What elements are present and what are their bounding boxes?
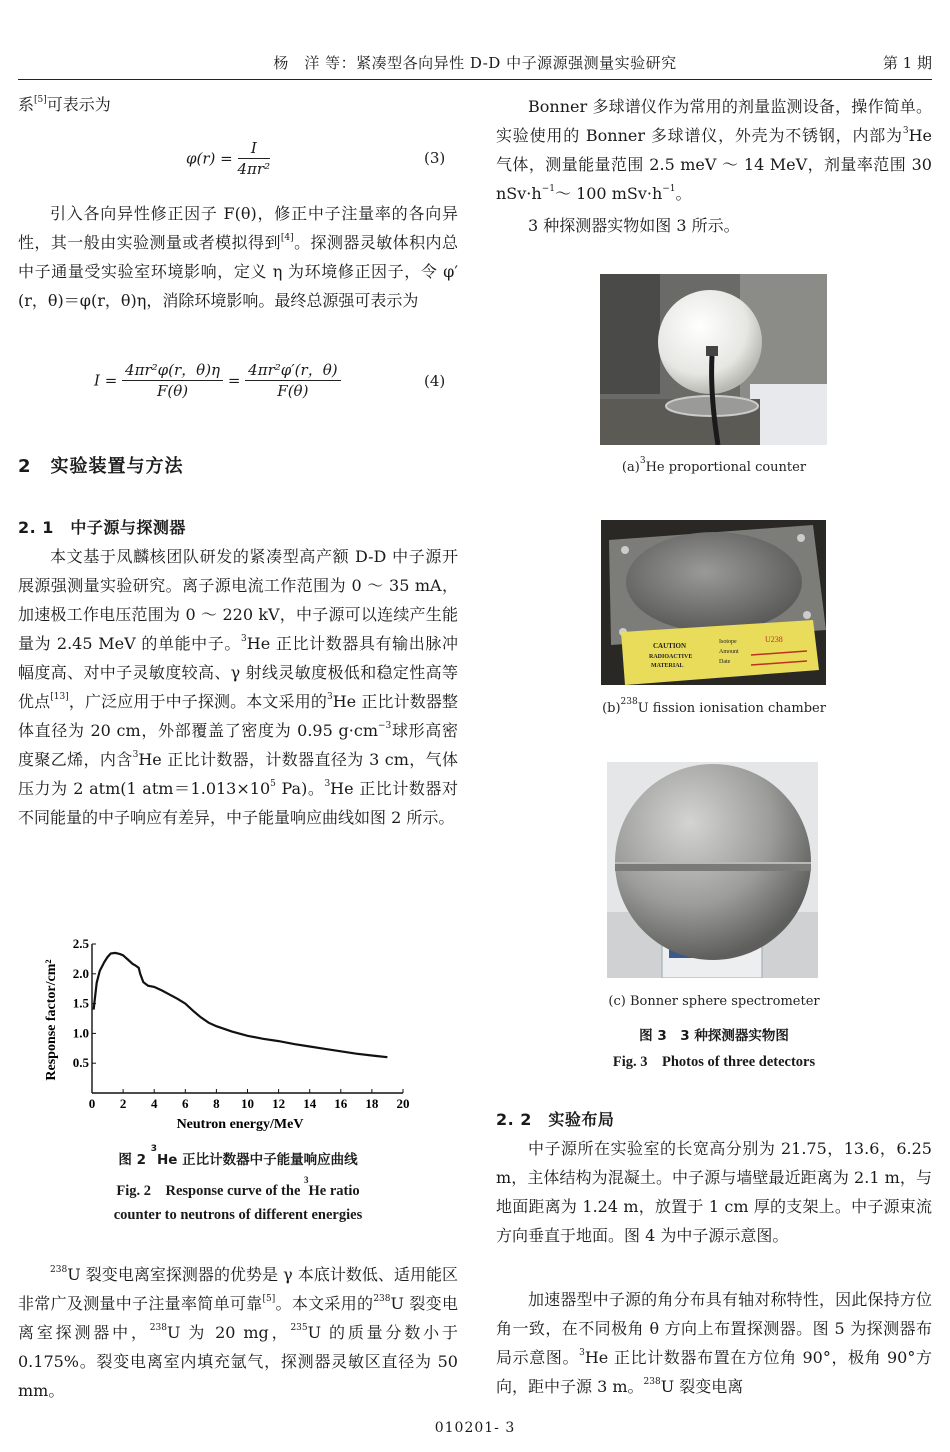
- superscript: 238: [373, 1294, 391, 1304]
- equation-3: [186, 138, 270, 179]
- page-header: [18, 50, 932, 80]
- section-2-1-heading: 2. 1 中子源与探测器: [18, 518, 186, 537]
- label-amount: Amount: [719, 649, 739, 655]
- y-tick-label: 2.0: [72, 965, 89, 981]
- eq3-lhs: φ(r) =: [186, 149, 233, 168]
- label-material: MATERIAL: [651, 663, 684, 669]
- x-tick-label: 18: [365, 1096, 379, 1111]
- x-tick-label: 20: [396, 1096, 410, 1111]
- superscript: 238: [643, 1377, 661, 1387]
- x-axis-label: Neutron energy/MeV: [176, 1117, 304, 1132]
- superscript: 3: [304, 1175, 309, 1185]
- x-tick-label: 12: [272, 1096, 286, 1111]
- figure-3-caption-cn: 图 3 3 种探测器实物图: [639, 1028, 789, 1044]
- r-para4-c: U 裂变电离: [660, 1377, 744, 1396]
- lead-text: 系: [18, 95, 35, 114]
- superscript: 238: [50, 1265, 68, 1275]
- para1-b: 。探测器灵敏体积内总中子通量受实验室环境影响，定义 η 为环境修正因子，令 φ′(r，θ)＝φ(r，θ)η，消除环境影响。最终总源强可表示为: [18, 233, 458, 310]
- lead-line: [18, 90, 458, 119]
- para2-h: He 正比计数器对不同能量的中子响应有差异，中子能量响应曲线如图 2 所示。: [18, 779, 458, 827]
- x-tick-label: 8: [213, 1096, 220, 1111]
- fission-chamber-illustration: [601, 520, 826, 685]
- paragraph-neutron-source: [18, 542, 458, 832]
- fig2-cn-text: He 正比计数器中子能量响应曲线: [156, 1152, 358, 1168]
- paragraph-fission-chamber: [18, 1260, 458, 1405]
- eq4-equals: =: [227, 371, 241, 390]
- para3-a: U 裂变电离室探测器的优势是 γ 本底计数低、适用能区非常广及测量中子注量率简单可靠: [18, 1265, 458, 1313]
- paragraph-bonner: [496, 92, 932, 208]
- superscript: 235: [290, 1323, 308, 1333]
- label-radioactive: RADIOACTIVE: [649, 654, 693, 660]
- eq4-denominator-1: F(θ): [156, 382, 189, 400]
- eq4-numerator-2: 4πr²φ′(r，θ): [245, 360, 340, 381]
- citation: [4]: [280, 233, 294, 243]
- page-number: 010201- 3: [434, 1420, 516, 1436]
- figure-3-caption-en: Fig. 3 Photos of three detectors: [612, 1054, 816, 1070]
- x-tick-label: 4: [150, 1096, 158, 1111]
- fig2-caption-en-1: [18, 1175, 458, 1200]
- para3-c: U 裂变电离室探测器中，: [18, 1294, 458, 1342]
- fig2-cn-prefix: 图 2: [118, 1152, 151, 1168]
- eq4-label: (4): [424, 372, 446, 390]
- superscript: 3: [241, 634, 247, 644]
- he3-counter-illustration: [600, 274, 827, 445]
- superscript: 3: [324, 779, 331, 789]
- eq3-denominator: 4πr²: [237, 160, 271, 178]
- issue-number: 第 1 期: [882, 54, 932, 72]
- r-para4-a: 加速器型中子源的角分布具有轴对称特性，因此保持方位角一致，在不同极角 θ 方向上布置探测器。图 5 为探测器布局示意图。: [496, 1290, 932, 1367]
- eq3-fraction: [238, 138, 271, 179]
- caption-a: [496, 456, 932, 475]
- cap-a-text: He proportional counter: [645, 460, 807, 475]
- r-para1-d: 。: [675, 184, 692, 203]
- para2-d: He 正比计数器整体直径为 20 cm，外部覆盖了密度为 0.95 g·cm: [18, 692, 458, 740]
- para3-d: U 为 20 mg，: [166, 1323, 291, 1342]
- para1-a: 引入各向异性修正因子 F(θ)，修正中子注量率的各向异性，其一般由实验测量或者模拟得到: [18, 204, 458, 252]
- citation: [13]: [50, 692, 69, 702]
- section-2-heading: 2 实验装置与方法: [18, 456, 184, 477]
- x-tick-label: 16: [334, 1096, 348, 1111]
- fig2-caption-cn: [18, 1144, 458, 1168]
- para2-e: 球形高密度聚乙烯，内含: [18, 721, 458, 769]
- photo-fission-chamber: [601, 520, 826, 685]
- superscript: 5: [270, 779, 276, 789]
- x-tick-label: 10: [241, 1096, 254, 1111]
- label-u238: U238: [765, 635, 783, 644]
- paragraph-laboratory: 中子源所在实验室的长宽高分别为 21.75，13.6，6.25 m，主体结构为混凝土。中子源与墙壁最近距离为 2.1 m，与地面距离为 1.24 m，放置于 1 cm 厚的支架上。中子源束流方向垂直于地面。图 4 为中子源示意图。: [496, 1139, 932, 1245]
- para3-b: 。本文采用的: [275, 1294, 374, 1313]
- label-isotope: Isotope: [719, 639, 737, 645]
- cap-b-text: U fission ionisation chamber: [637, 701, 826, 716]
- para3-e: U 的质量分数小于 0.175%。裂变电离室内填充氩气，探测器灵敏区直径为 50 mm。: [18, 1323, 458, 1400]
- label-caution: CAUTION: [653, 642, 687, 650]
- citation: [5]: [262, 1294, 276, 1304]
- eq4-fraction-1: [122, 360, 223, 401]
- para2-a: 本文基于凤麟核团队研发的紧凑型高产额 D-D 中子源开展源强测量实验研究。离子源电流工作范围为 0 ～ 35 mA，加速极工作电压范围为 0 ～ 220 kV，中子源可以连续产生能量为 2.45 MeV 的单能中子。: [18, 547, 458, 653]
- x-tick-label: 14: [303, 1096, 317, 1111]
- superscript: −3: [378, 721, 392, 731]
- paragraph-layout: [496, 1285, 932, 1401]
- running-title: 杨 洋 等：紧凑型各向异性 D-D 中子源源强测量实验研究: [273, 54, 677, 72]
- y-tick-label: 0.5: [72, 1055, 89, 1071]
- fig2-en-b: He ratio: [308, 1183, 360, 1199]
- cap-a-label: (a): [621, 460, 640, 475]
- superscript: 3: [132, 750, 139, 760]
- r-para4-b: He 正比计数器布置在方位角 90°，极角 90°方向，距中子源 3 m。: [496, 1348, 932, 1396]
- lead-tail: 可表示为: [46, 95, 111, 114]
- paragraph-anisotropy: [18, 199, 458, 315]
- bonner-sphere-illustration: [607, 762, 818, 978]
- r-para1-a: Bonner 多球谱仪作为常用的剂量监测设备，操作简单。实验使用的 Bonner 多球谱仪，外壳为不锈钢，内部为: [496, 97, 932, 145]
- x-tick-label: 6: [182, 1096, 189, 1111]
- response-curve-line: [94, 953, 388, 1057]
- citation: [5]: [34, 95, 47, 105]
- superscript: −1: [541, 184, 555, 194]
- superscript: 3: [579, 1348, 585, 1358]
- r-para1-c: ～ 100 mSv·h: [554, 184, 663, 203]
- eq4-lhs: I =: [94, 371, 118, 390]
- y-tick-label: 1.5: [72, 995, 89, 1011]
- para2-b: He 正比计数器具有输出脉冲幅度高、对中子灵敏度较高、γ 射线灵敏度极低和稳定性高等优点: [18, 634, 459, 711]
- y-axis-label: Response factor/cm²: [44, 959, 59, 1081]
- fig2-caption-en-2: counter to neutrons of different energies: [113, 1207, 363, 1223]
- superscript: 238: [149, 1323, 167, 1333]
- cap-b-label: (b): [602, 701, 621, 716]
- eq3-label: (3): [424, 149, 446, 167]
- chart-ticks: [73, 936, 410, 1111]
- superscript: −1: [662, 184, 676, 194]
- eq4-number: [424, 372, 445, 390]
- fig2-en-a: Fig. 2 Response curve of the: [116, 1183, 305, 1199]
- x-tick-label: 0: [88, 1096, 96, 1111]
- eq4-fraction-2: [245, 360, 340, 401]
- r-para1-b: He 气体，测量能量范围 2.5 meV ～ 14 MeV，剂量率范围 30 nSv·h: [496, 126, 932, 203]
- superscript: 3: [150, 1144, 157, 1154]
- label-date: Date: [719, 659, 731, 665]
- superscript: 3: [639, 456, 646, 466]
- y-tick-label: 1.0: [72, 1025, 89, 1041]
- caption-c: (c) Bonner sphere spectrometer: [608, 994, 820, 1009]
- response-curve-chart: [36, 930, 426, 1135]
- photo-bonner-sphere: [607, 762, 818, 978]
- eq3-numerator: I: [238, 138, 271, 159]
- superscript: 3: [326, 692, 333, 702]
- photo-he3-counter: [600, 274, 827, 445]
- para2-g: Pa)。: [275, 779, 325, 798]
- caption-b: [496, 697, 932, 716]
- equation-4: [94, 360, 341, 401]
- superscript: 238: [620, 697, 638, 707]
- eq4-numerator-1: 4πr²φ(r，θ)η: [122, 360, 223, 381]
- para2-c: ，广泛应用于中子探测。本文采用的: [68, 692, 327, 711]
- para2-f: He 正比计数器，计数器直径为 3 cm，气体压力为 2 atm(1 atm＝1.013×10: [18, 750, 458, 798]
- x-tick-label: 2: [119, 1096, 127, 1111]
- superscript: 3: [902, 126, 909, 136]
- eq3-number: [424, 149, 445, 167]
- paragraph-fig3-intro: 3 种探测器实物如图 3 所示。: [528, 216, 740, 235]
- chart-axes: [92, 944, 403, 1093]
- section-2-2-heading: 2. 2 实验布局: [496, 1110, 615, 1129]
- y-tick-label: 2.5: [72, 936, 89, 951]
- eq4-denominator-2: F(θ): [277, 382, 309, 400]
- figure-2-caption: [18, 1144, 458, 1224]
